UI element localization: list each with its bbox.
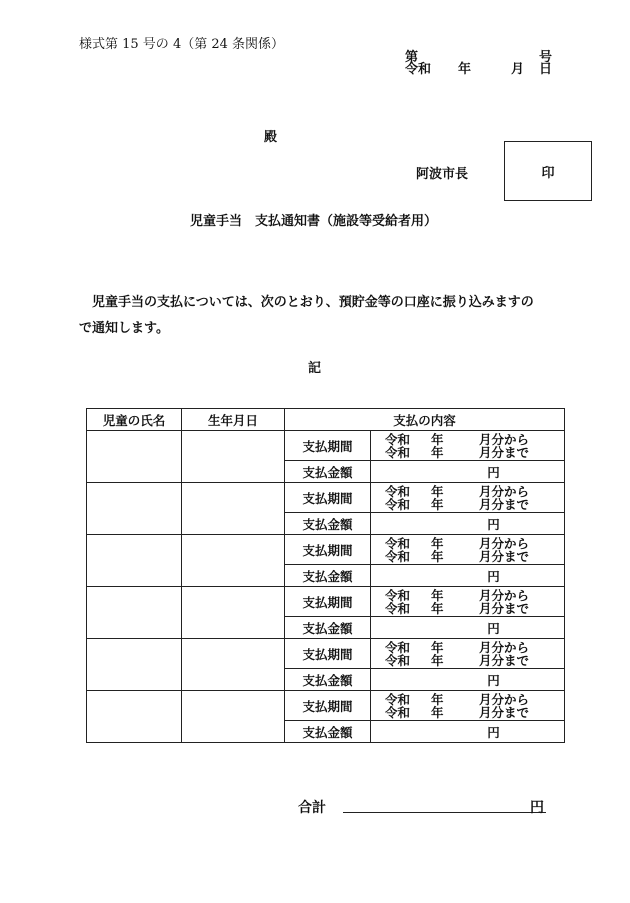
period-cell[interactable] (371, 639, 565, 669)
child-name-cell[interactable] (87, 639, 182, 691)
notice-body (79, 290, 557, 342)
period-to-label: 月分まで (479, 444, 530, 460)
amount-cell[interactable] (371, 721, 565, 743)
birth-date-cell[interactable] (182, 691, 285, 743)
period-cell[interactable] (371, 691, 565, 721)
issuer-name: 阿波市長 (416, 167, 469, 182)
table-row-period (87, 431, 565, 461)
amount-yen: 円 (487, 516, 500, 532)
table-row-period (87, 535, 565, 565)
child-name-cell[interactable] (87, 431, 182, 483)
table-row-period (87, 691, 565, 721)
period-era-to: 令和 (385, 704, 411, 720)
child-name-cell[interactable] (87, 587, 182, 639)
period-label: 支払期間 (285, 639, 371, 669)
amount-cell[interactable] (371, 617, 565, 639)
amount-label: 支払金額 (285, 669, 371, 691)
period-to-label: 月分まで (479, 704, 530, 720)
period-year-to: 年 (431, 444, 444, 460)
child-name-cell[interactable] (87, 535, 182, 587)
period-era-to: 令和 (385, 548, 411, 564)
amount-yen: 円 (487, 464, 500, 480)
period-era-from: 令和 (385, 431, 411, 447)
amount-label: 支払金額 (285, 461, 371, 483)
period-era-to: 令和 (385, 600, 411, 616)
amount-yen: 円 (487, 620, 500, 636)
period-era-from: 令和 (385, 639, 411, 655)
notice-line-2: で通知します。 (79, 321, 169, 336)
period-year-from: 年 (431, 535, 444, 551)
amount-label: 支払金額 (285, 617, 371, 639)
period-from-label: 月分から (479, 587, 530, 603)
birth-date-cell[interactable] (182, 431, 285, 483)
header-payment-details: 支払の内容 (285, 409, 565, 431)
amount-yen: 円 (487, 568, 500, 584)
doc-number-suffix: 号 (539, 50, 553, 65)
period-label: 支払期間 (285, 691, 371, 721)
period-era-from: 令和 (385, 535, 411, 551)
period-year-from: 年 (431, 431, 444, 447)
birth-date-cell[interactable] (182, 535, 285, 587)
period-label: 支払期間 (285, 535, 371, 565)
table-row-period (87, 483, 565, 513)
amount-cell[interactable] (371, 669, 565, 691)
header-birth-date: 生年月日 (182, 409, 285, 431)
period-era-from: 令和 (385, 691, 411, 707)
payment-table-body (87, 431, 565, 743)
period-label: 支払期間 (285, 483, 371, 513)
period-to-label: 月分まで (479, 548, 530, 564)
period-cell[interactable] (371, 587, 565, 617)
period-era-from: 令和 (385, 483, 411, 499)
period-to-label: 月分まで (479, 496, 530, 512)
child-name-cell[interactable] (87, 483, 182, 535)
amount-yen: 円 (487, 672, 500, 688)
seal-label: 印 (541, 165, 555, 181)
doc-number-prefix: 第 (405, 50, 419, 65)
table-row-period (87, 587, 565, 617)
total-label: 合計 (298, 800, 326, 816)
table-row-period (87, 639, 565, 669)
period-from-label: 月分から (479, 691, 530, 707)
amount-cell[interactable] (371, 513, 565, 535)
seal-box (504, 141, 592, 201)
amount-label: 支払金額 (285, 565, 371, 587)
period-era-to: 令和 (385, 652, 411, 668)
date-year: 年 (458, 62, 472, 77)
period-year-from: 年 (431, 639, 444, 655)
ki-label: 記 (308, 361, 322, 376)
period-to-label: 月分まで (479, 652, 530, 668)
period-era-to: 令和 (385, 496, 411, 512)
period-year-from: 年 (431, 587, 444, 603)
period-to-label: 月分まで (479, 600, 530, 616)
birth-date-cell[interactable] (182, 639, 285, 691)
amount-yen: 円 (487, 724, 500, 740)
total-yen: 円 (530, 800, 544, 816)
birth-date-cell[interactable] (182, 587, 285, 639)
amount-label: 支払金額 (285, 513, 371, 535)
amount-label: 支払金額 (285, 721, 371, 743)
amount-cell[interactable] (371, 565, 565, 587)
period-from-label: 月分から (479, 639, 530, 655)
period-cell[interactable] (371, 483, 565, 513)
total-underline (343, 812, 546, 813)
period-from-label: 月分から (479, 431, 530, 447)
period-label: 支払期間 (285, 431, 371, 461)
period-cell[interactable] (371, 535, 565, 565)
period-year-to: 年 (431, 548, 444, 564)
period-year-from: 年 (431, 691, 444, 707)
payment-table (86, 408, 565, 743)
addressee-suffix: 殿 (264, 130, 278, 145)
date-day: 日 (539, 62, 553, 77)
date-month: 月 (511, 62, 525, 77)
period-year-from: 年 (431, 483, 444, 499)
period-era-from: 令和 (385, 587, 411, 603)
document-title: 児童手当 支払通知書（施設等受給者用） (190, 214, 438, 229)
period-label: 支払期間 (285, 587, 371, 617)
table-header-row (87, 409, 565, 431)
period-era-to: 令和 (385, 444, 411, 460)
child-name-cell[interactable] (87, 691, 182, 743)
period-from-label: 月分から (479, 483, 530, 499)
date-era: 令和 (405, 62, 432, 77)
period-cell[interactable] (371, 431, 565, 461)
period-from-label: 月分から (479, 535, 530, 551)
period-year-to: 年 (431, 704, 444, 720)
form-number: 様式第 15 号の 4（第 24 条関係） (79, 37, 285, 52)
period-year-to: 年 (431, 652, 444, 668)
period-year-to: 年 (431, 496, 444, 512)
amount-cell[interactable] (371, 461, 565, 483)
period-year-to: 年 (431, 600, 444, 616)
header-child-name: 児童の氏名 (87, 409, 182, 431)
notice-line-1: 児童手当の支払については、次のとおり、預貯金等の口座に振り込みますの (92, 295, 534, 310)
birth-date-cell[interactable] (182, 483, 285, 535)
